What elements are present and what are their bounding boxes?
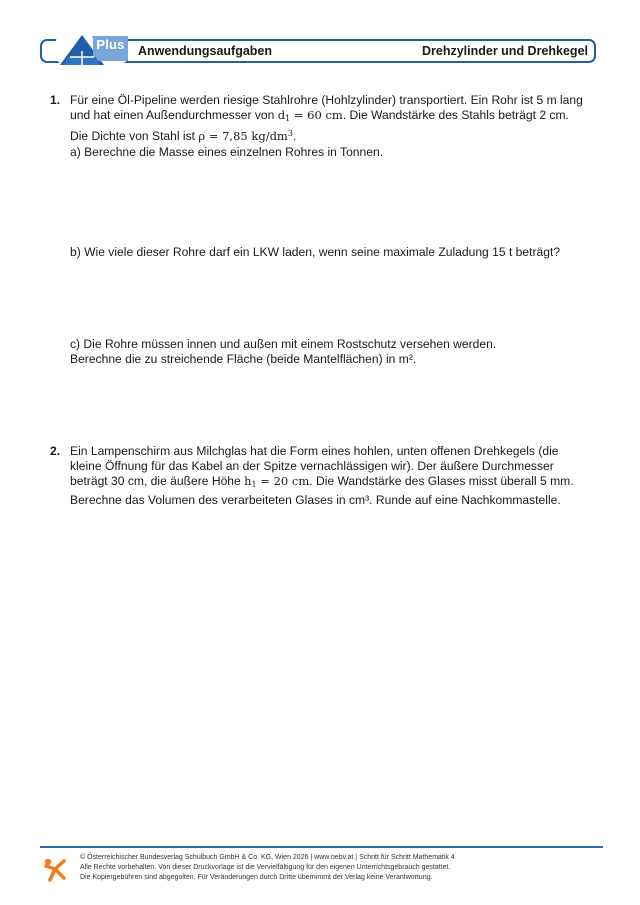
task-1-line-3	[70, 126, 590, 144]
task-2-text	[70, 444, 590, 508]
density-value: ρ = 7,85 kg/dm	[198, 129, 288, 144]
task-2-number: 2.	[50, 444, 61, 458]
task-1c-line-1: c) Die Rohre müssen innen und außen mit einem Rostschutz versehen werden.	[70, 337, 497, 351]
height-sub: 1	[251, 480, 257, 490]
task-1c	[70, 337, 590, 367]
task-1-line-2-post: . Die Wandstärke des Stahls beträgt 2 cm.	[342, 108, 569, 123]
task-1-line-2	[70, 108, 590, 126]
density-sup: 3	[287, 129, 293, 139]
diameter-formula	[278, 108, 343, 122]
task-1-line-1: Für eine Öl-Pipeline werden riesige Stahlrohre (Hohlzylinder) transportiert. Ein Rohr ist 5 m lang	[70, 93, 583, 107]
height-var: h	[244, 474, 252, 489]
person-logo-icon	[42, 856, 68, 882]
task-1-line-3-pre: Die Dichte von Stahl ist	[70, 129, 199, 144]
task-2-line-3	[70, 474, 590, 492]
task-1-intro	[70, 93, 590, 160]
task-1b-text: b) Wie viele dieser Rohre darf ein LKW laden, wenn seine maximale Zuladung 15 t beträgt?	[70, 245, 561, 259]
task-2-line-3-pre: beträgt 30 cm, die äußere Höhe	[70, 474, 245, 489]
task-1a: a) Berechne die Masse eines einzelnen Rohres in Tonnen.	[70, 144, 384, 159]
section-title: Anwendungsaufgaben	[138, 44, 273, 58]
task-1b	[70, 245, 590, 260]
task-1-number: 1.	[50, 93, 61, 107]
diameter-value: = 60 cm	[290, 108, 343, 123]
footer-line-2: Alle Rechte vorbehalten. Von dieser Druckvorlage ist die Vervielfältigung für den eigenen Unterrichtsgebrauch gestattet.	[80, 864, 451, 871]
task-2-line-3-post: . Die Wandstärke des Glases misst überall 5 mm.	[309, 474, 574, 489]
footer-divider	[40, 846, 603, 848]
task-1-line-3-post: .	[292, 129, 297, 144]
footer-line-3: Die Kopiergebühren sind abgegolten. Für Veränderungen durch Dritte übernimmt der Verlag keine Verantwortung.	[80, 874, 433, 881]
footer-line-1: © Österreichischer Bundesverlag Schulbuch GmbH & Co. KG, Wien 2026 | www.oebv.at | Schritt für Schritt Mathematik 4	[80, 854, 455, 861]
diameter-sub: 1	[285, 114, 291, 124]
task-2-line-2: kleine Öffnung für das Kabel an der Spitze vernachlässigen wir). Der äußere Durchmesser	[70, 459, 554, 474]
footer-text	[80, 853, 455, 883]
task-1c-line-2: Berechne die zu streichende Fläche (beide Mantelflächen) in m².	[70, 352, 417, 367]
height-formula	[244, 474, 309, 488]
task-2-line-1: Ein Lampenschirm aus Milchglas hat die Form eines hohlen, unten offenen Drehkegels (die	[70, 444, 559, 458]
height-value: = 20 cm	[256, 474, 310, 489]
density-formula	[198, 129, 293, 143]
topic-title: Drehzylinder und Drehkegel	[421, 44, 588, 58]
diameter-var: d	[277, 108, 286, 123]
task-2-line-4: Berechne das Volumen des verarbeiteten Glases in cm³. Runde auf eine Nachkommastelle.	[70, 492, 561, 507]
logo-label: Plus	[96, 37, 125, 52]
task-1-line-2-pre: und hat einen Außendurchmesser von	[70, 108, 278, 123]
